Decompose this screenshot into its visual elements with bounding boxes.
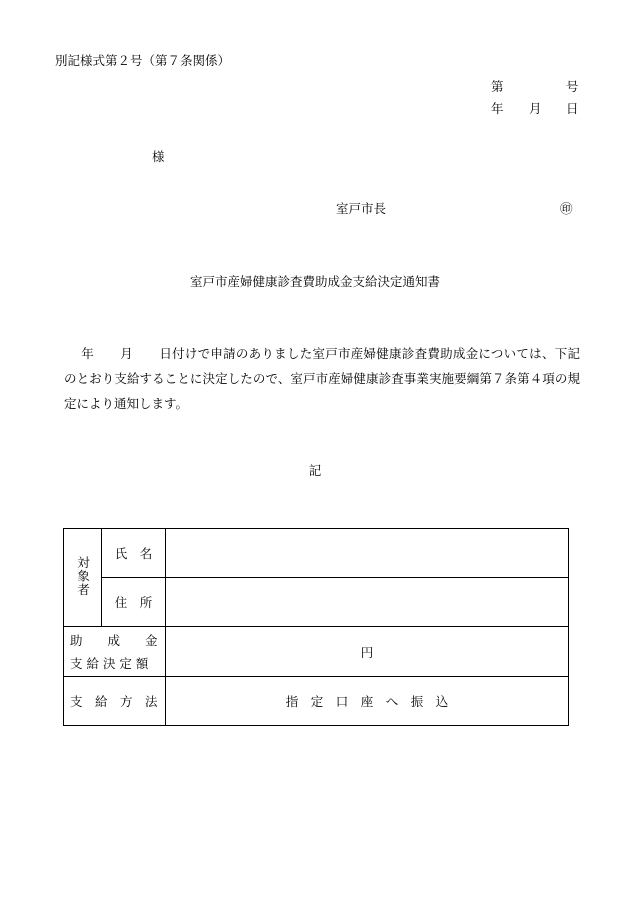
body-month: 月 bbox=[120, 346, 134, 361]
amount-label-cell bbox=[64, 627, 166, 677]
document-title: 室戸市産婦健康診査費助成金支給決定通知書 bbox=[189, 274, 440, 289]
body-year: 年 bbox=[81, 346, 95, 361]
amount-label-line1: 助 成 金 bbox=[70, 632, 158, 648]
method-value-cell bbox=[166, 677, 569, 726]
address-value-cell[interactable] bbox=[166, 578, 569, 627]
method-label: 支 給 方 法 bbox=[70, 694, 158, 709]
amount-value-cell[interactable] bbox=[166, 627, 569, 677]
subject-label: 対象者 bbox=[75, 555, 91, 597]
addressee-honorific: 様 bbox=[152, 149, 165, 164]
number-suffix: 号 bbox=[566, 79, 579, 94]
address-label-cell bbox=[102, 578, 166, 627]
form-identifier: 別記様式第２号（第７条関係） bbox=[55, 53, 231, 68]
ki-heading: 記 bbox=[308, 463, 322, 478]
amount-label-line2: 支 給 決 定 額 bbox=[70, 655, 149, 671]
amount-unit: 円 bbox=[360, 644, 374, 660]
detail-table bbox=[63, 528, 569, 726]
seal-mark: ㊞ bbox=[560, 201, 573, 216]
name-label-cell bbox=[102, 529, 166, 578]
name-label: 氏 名 bbox=[114, 546, 153, 561]
method-label-cell bbox=[64, 677, 166, 726]
number-prefix: 第 bbox=[491, 79, 504, 94]
sender-title: 室戸市長 bbox=[336, 201, 387, 216]
date-day: 日 bbox=[566, 101, 579, 116]
date-year: 年 bbox=[491, 101, 504, 116]
body-text: 日付けで申請のありました室戸市産婦健康診査費助成金については、下記のとおり支給することに決定したので、室戸市産婦健康診査事業実施要綱第７条第４項の規定により通知します。 bbox=[64, 346, 580, 411]
body-paragraph bbox=[64, 341, 580, 416]
date-month: 月 bbox=[529, 101, 542, 116]
address-label: 住 所 bbox=[114, 595, 153, 610]
name-value-cell[interactable] bbox=[166, 529, 569, 578]
subject-label-cell bbox=[64, 529, 102, 627]
method-value: 指 定 口 座 へ 振 込 bbox=[285, 694, 449, 709]
